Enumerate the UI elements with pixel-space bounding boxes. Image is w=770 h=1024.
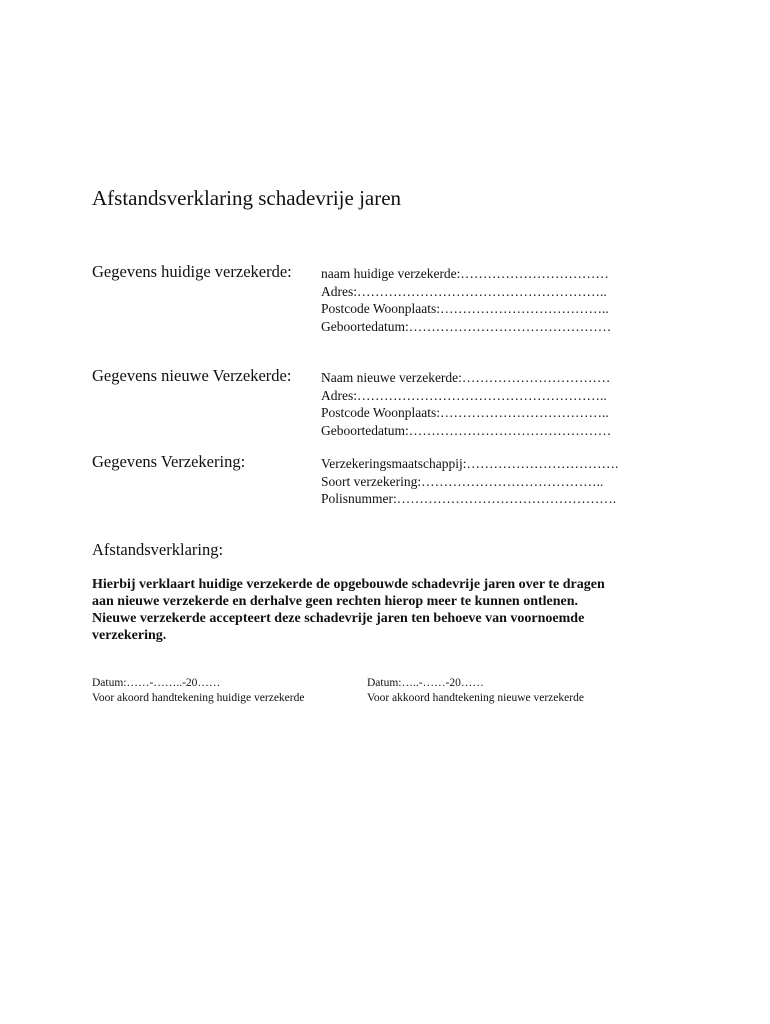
- field-adres-nieuwe[interactable]: Adres:………………………………………………..: [321, 387, 607, 403]
- declaration-line: Hierbij verklaart huidige verzekerde de opgebouwde schadevrije jaren over te dragen: [92, 577, 605, 592]
- section-label-verzekering: Gegevens Verzekering:: [92, 452, 246, 471]
- declaration-line: aan nieuwe verzekerde en derhalve geen rechten hierop meer te kunnen ontlenen.: [92, 594, 579, 609]
- signature-date-nieuwe[interactable]: Datum:…..-……-20……: [367, 677, 484, 689]
- page-title: Afstandsverklaring schadevrije jaren: [92, 186, 402, 210]
- declaration-line: Nieuwe verzekerde accepteert deze schadevrije jaren ten behoeve van voornoemde: [92, 611, 585, 626]
- field-group-nieuwe-verzekerde: [321, 369, 611, 439]
- signature-label-huidige: Voor akoord handtekening huidige verzekerde: [92, 692, 305, 704]
- field-naam-huidige-verzekerde[interactable]: naam huidige verzekerde:……………………………: [321, 266, 609, 281]
- section-label-nieuwe-verzekerde: Gegevens nieuwe Verzekerde:: [92, 366, 292, 385]
- field-polisnummer[interactable]: Polisnummer:………………………………………….: [321, 491, 617, 506]
- section-label-huidige-verzekerde: Gegevens huidige verzekerde:: [92, 262, 292, 281]
- field-group-verzekering: [321, 455, 618, 508]
- field-adres-huidige[interactable]: Adres:………………………………………………..: [321, 283, 607, 299]
- declaration-statement: [92, 576, 692, 644]
- field-postcode-woonplaats-nieuwe[interactable]: Postcode Woonplaats:………………………………..: [321, 405, 609, 420]
- signature-date-huidige[interactable]: Datum:……-……..-20……: [92, 677, 221, 689]
- signature-block-nieuwe: [367, 676, 584, 706]
- field-geboortedatum-nieuwe[interactable]: Geboortedatum:………………………………………: [321, 422, 612, 438]
- declaration-heading: Afstandsverklaring:: [92, 540, 224, 559]
- field-soort-verzekering[interactable]: Soort verzekering:…………………………………..: [321, 473, 604, 489]
- signature-label-nieuwe: Voor akkoord handtekening nieuwe verzekerde: [367, 692, 584, 704]
- field-geboortedatum-huidige[interactable]: Geboortedatum:………………………………………: [321, 318, 612, 334]
- field-postcode-woonplaats-huidige[interactable]: Postcode Woonplaats:………………………………..: [321, 301, 609, 316]
- signature-block-huidige: [92, 676, 304, 706]
- declaration-line: verzekering.: [92, 628, 167, 643]
- field-naam-nieuwe-verzekerde[interactable]: Naam nieuwe verzekerde:……………………………: [321, 370, 611, 385]
- field-verzekeringsmaatschappij[interactable]: Verzekeringsmaatschappij:…………………………….: [321, 456, 619, 471]
- field-group-huidige-verzekerde: [321, 265, 611, 335]
